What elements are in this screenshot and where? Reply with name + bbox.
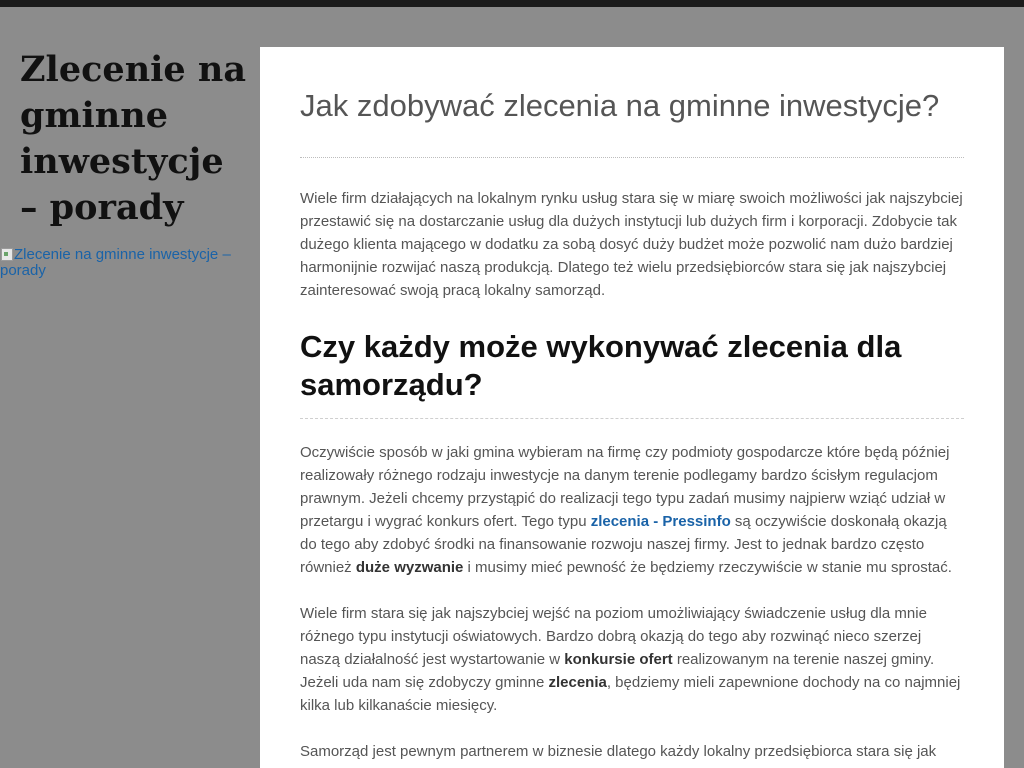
section-heading: Czy każdy może wykonywać zlecenia dla samorządu?	[300, 328, 964, 419]
pressinfo-link[interactable]: zlecenia - Pressinfo	[590, 513, 731, 530]
paragraph-2-text-1: Oczywiście sposób w jaki gmina wybieram na firmę czy podmioty gospodarcze które będą później realizowały różnego rodzaju inwestycje na danym terenie podlegamy bardzo ścisłym regulacjom prawnym. Jeżeli chcemy przystąpić do realizacji tego typu zadań musimy najpierw wziąć udział w przetargu i wygrać konkurs ofert. Tego typu	[300, 444, 950, 530]
paragraph-2-text-3: i musimy mieć pewność że będziemy rzeczywiście w stanie mu sprostać.	[463, 559, 952, 576]
article-paragraph-4: Samorząd jest pewnym partnerem w biznesie dlatego każdy lokalny przedsiębiorca stara się jak	[300, 743, 937, 760]
site-logo-link[interactable]	[0, 247, 245, 279]
article-paragraph-3	[300, 602, 964, 717]
page-title: Jak zdobywać zlecenia na gminne inwestycje?	[300, 47, 964, 158]
paragraph-2-text-2: są oczywiście doskonałą okazją do tego aby zdobyć środki na finansowanie rozwoju naszej firmy. Jest to jednak bardzo często również	[300, 513, 947, 576]
paragraph-3-text-1: Wiele firm stara się jak najszybciej wejść na poziom umożliwiający świadczenie usług dla mnie różnego typu instytucji oświatowych. Bardzo dobrą okazją do tego aby rozwinąć nieco szerzej naszą działalność jest wystartowanie w	[300, 605, 927, 668]
main-content	[260, 47, 1004, 768]
article	[300, 47, 964, 763]
paragraph-2-bold: duże wyzwanie	[355, 559, 464, 576]
top-bar	[0, 0, 1024, 7]
sidebar	[0, 7, 260, 768]
site-logo-alt-text: Zlecenie na gminne inwestycje – porady	[0, 246, 231, 279]
paragraph-3-bold-1: konkursie ofert	[564, 651, 673, 668]
paragraph-3-text-3: , będziemy mieli zapewnione dochody na co najmniej kilka lub kilkanaście miesięcy.	[300, 674, 961, 714]
broken-image-icon	[0, 247, 14, 261]
article-paragraph-2	[300, 441, 964, 579]
article-paragraph-1: Wiele firm działających na lokalnym rynku usług stara się w miarę swoich możliwości jak najszybciej przestawić się na dostarczanie usług dla dużych instytucji lub dużych firm i korporacji. Zdobycie tak dużego klienta mającego w dodatku za sobą dosyć duży budżet może pozwolić nam dużo bardziej harmonijnie rozwijać naszą produkcją. Dlatego też wielu przedsiębiorców stara się jak najszybciej zainteresować swoją pracą lokalny samorząd.	[300, 190, 963, 299]
paragraph-3-bold-2: zlecenia	[548, 674, 607, 691]
paragraph-3-text-2: realizowanym na terenie naszej gminy. Jeżeli uda nam się zdobyczy gminne	[300, 651, 935, 691]
site-title[interactable]: Zlecenie na gminne inwestycje – porady	[20, 49, 247, 228]
